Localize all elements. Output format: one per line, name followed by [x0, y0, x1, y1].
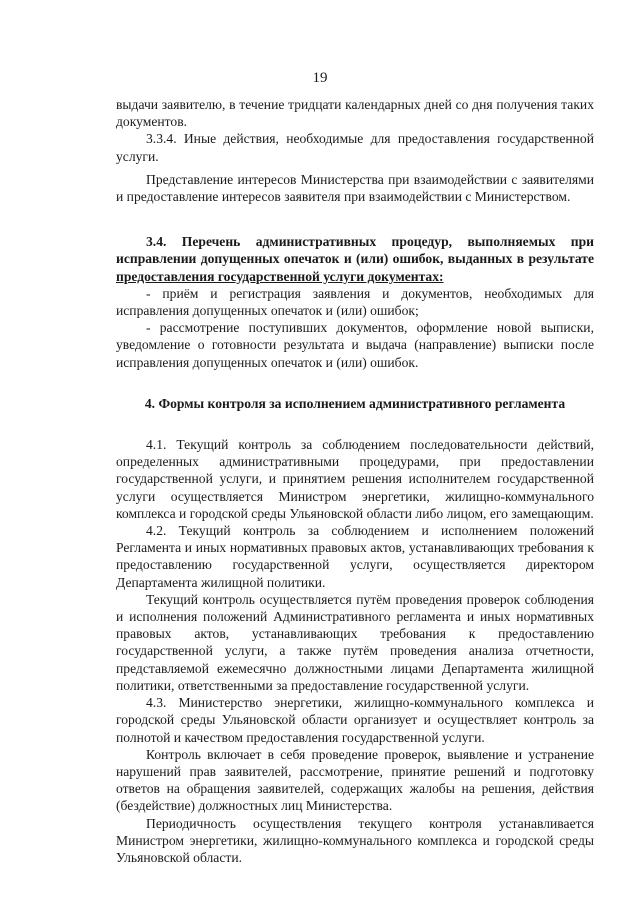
- page-content: [116, 96, 594, 866]
- section-3-4-item-1: - приём и регистрация заявления и документов, необходимых для исправления допущенных опечаток и (или) ошибок;: [116, 285, 594, 319]
- paragraph-4-3-periodicity: Периодичность осуществления текущего контроля устанавливается Министром энергетики, жилищно-коммунального комплекса и городской среды Ульяновской области.: [116, 815, 594, 865]
- section-4-heading: 4. Формы контроля за исполнением административного регламента: [144, 395, 566, 411]
- paragraph-4-1: 4.1. Текущий контроль за соблюдением последовательности действий, определенных административными процедурами, при предоставлении государственной услуги, и принятием решения исполнителем государственной услуги осуществляется Министром энергетики, жилищно-коммунального комплекса и городской среды Ульяновской области либо лицом, его замещающим.: [116, 437, 594, 521]
- paragraph-representation: Представление интересов Министерства при взаимодействии с заявителями и предоставление интересов заявителя при взаимодействии с Министерством.: [116, 171, 594, 205]
- page-number: 19: [312, 70, 328, 86]
- paragraph-4-2: 4.2. Текущий контроль за соблюдением и исполнением положений Регламента и иных нормативных правовых актов, устанавливающих требования к предоставлению государственной услуги, осуществляется директором Департамента жилищной политики.: [116, 523, 594, 590]
- paragraph-4-3-control: Контроль включает в себя проведение проверок, выявление и устранение нарушений прав заявителей, рассмотрение, принятие решений и подготовку ответов на обращения заявителей, содержащих жалобы на решения, действия (бездействие) должностных лиц Министерства.: [116, 746, 594, 814]
- paragraph-4-3: 4.3. Министерство энергетики, жилищно-коммунального комплекса и городской среды Ульяновской области организует и осуществляет контроль за полнотой и качеством предоставления государственной услуги.: [116, 695, 594, 745]
- section-3-4-item-2: - рассмотрение поступивших документов, оформление новой выписки, уведомление о готовности результата и выдача (направление) выписки после исправления допущенных опечаток и (или) ошибок.: [116, 320, 594, 370]
- paragraph-4-2-continued: Текущий контроль осуществляется путём проведения проверок соблюдения и исполнения положений Административного регламента и иных нормативных правовых актов, устанавливающих требования к предоставлению государственной услуги, а также путём проведения анализа отчетности, представляемой ежемесячно должностными лицами Департамента жилищной политики, ответственными за предоставление государственной услуги.: [116, 591, 594, 693]
- paragraph-3-3-4: 3.3.4. Иные действия, необходимые для предоставления государственной услуги.: [116, 131, 594, 164]
- section-3-4-title: [116, 233, 594, 285]
- paragraph-continuation: выдачи заявителю, в течение тридцати календарных дней со дня получения таких документов.: [116, 97, 594, 130]
- section-3-4-title-part2: предоставления государственной услуги документах:: [116, 268, 444, 284]
- section-3-4-title-part1: 3.4. Перечень административных процедур, выполняемых при исправлении допущенных опечаток и (или) ошибок, выданных в результате: [116, 234, 594, 267]
